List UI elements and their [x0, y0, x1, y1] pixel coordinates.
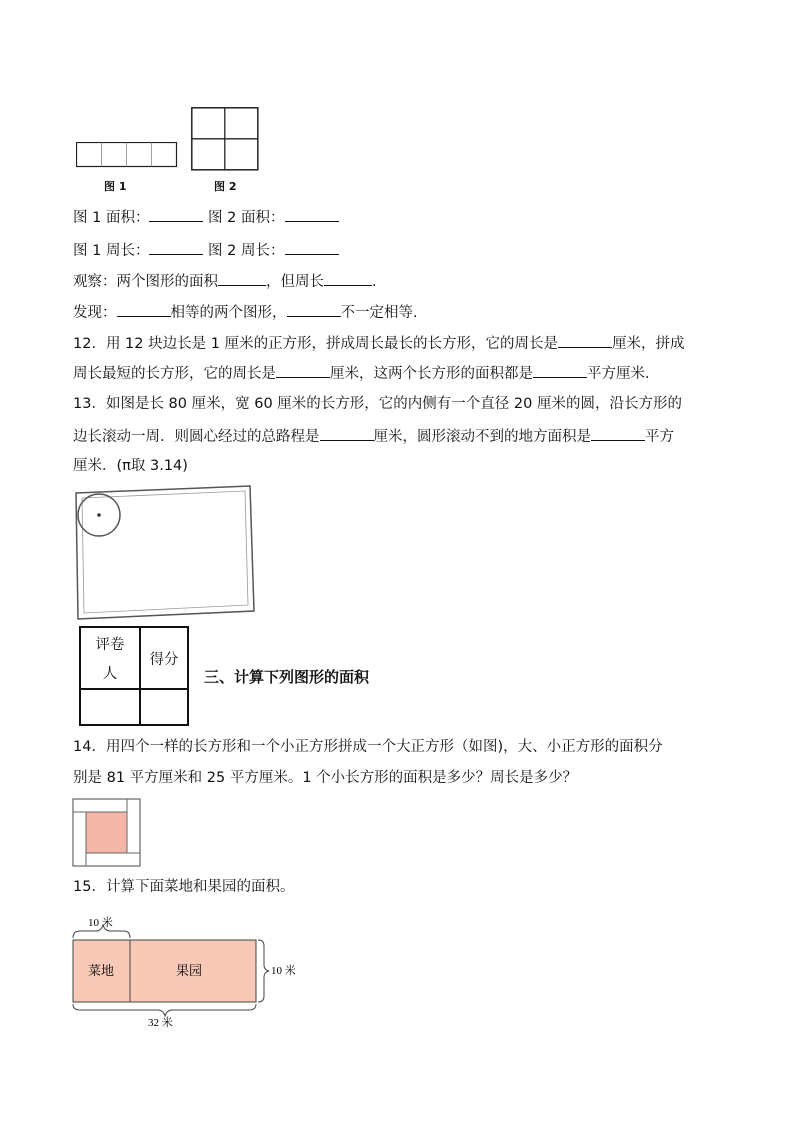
figure-2-caption: 图 2: [214, 180, 237, 193]
small-square: [86, 812, 127, 853]
q13-line-2: [73, 425, 674, 447]
q14-line-2: 别是 81 平方厘米和 25 平方厘米。1 个小长方形的面积是多少？周长是多少？: [73, 770, 578, 786]
fig2-area-label: 图 2 面积：: [203, 210, 285, 226]
fig1-area-blank[interactable]: [149, 206, 203, 222]
q12-blank-2[interactable]: [276, 362, 330, 378]
score-cell: [140, 627, 188, 689]
observe-blank-2[interactable]: [324, 270, 372, 286]
discover-text-2: 相等的两个图形，: [170, 305, 287, 321]
fig2-perimeter-label: 图 2 周长：: [203, 243, 285, 259]
label-bottom-32m: 32 米: [148, 1017, 173, 1028]
discover-blank-1[interactable]: [117, 301, 171, 317]
discover-text-3: 不一定相等.: [340, 305, 418, 321]
fig1-perimeter-blank[interactable]: [149, 239, 203, 255]
figure-2-square: [191, 107, 259, 171]
q13-text-2: 厘米，圆形滚动不到的地方面积是: [373, 429, 591, 445]
q13-blank-2[interactable]: [591, 425, 645, 441]
reviewer-input-cell[interactable]: [80, 689, 140, 725]
label-right-10m: 10 米: [271, 965, 296, 977]
observe-text-2: ，但周长: [266, 274, 324, 290]
observe-blank-1[interactable]: [218, 270, 266, 286]
figure-1-caption: 图 1: [104, 180, 127, 193]
figure-1-strip: [76, 142, 178, 168]
observe-text-1: 观察：两个图形的面积: [73, 274, 218, 290]
fig2-area-blank[interactable]: [285, 206, 339, 222]
q15-garden-figure: [66, 910, 312, 1028]
discover-text-1: 发现：: [73, 305, 117, 321]
q12-text-1: 12．用 12 块边长是 1 厘米的正方形，拼成周长最长的长方形，它的周长是: [73, 336, 559, 352]
q12-line-1: [73, 332, 685, 354]
label-top-10m: 10 米: [88, 917, 113, 929]
q12-blank-3[interactable]: [533, 362, 587, 378]
observe-text-3: .: [372, 274, 377, 290]
veg-label: 菜地: [88, 964, 115, 979]
q15-question: 15．计算下面菜地和果园的面积。: [73, 879, 295, 895]
fig1-perimeter-label: 图 1 周长：: [73, 243, 150, 259]
q11-area-line: [73, 206, 339, 228]
q12-text-2: 厘米，拼成: [612, 336, 685, 352]
q13-line-3: 厘米．(π取 3.14): [73, 458, 188, 474]
orchard-label: 果园: [176, 964, 203, 979]
reviewer-cell: [80, 627, 140, 689]
q11-perimeter-line: [73, 239, 339, 261]
q12-blank-1[interactable]: [558, 332, 612, 348]
q14-square-figure: [72, 798, 142, 868]
score-input-cell[interactable]: [140, 689, 188, 725]
q13-text-1: 边长滚动一周．则圆心经过的总路程是: [73, 429, 320, 445]
q13-text-3: 平方: [645, 429, 674, 445]
score-box: [79, 626, 189, 726]
fig1-area-label: 图 1 面积：: [73, 210, 150, 226]
q12-line-2: [73, 362, 650, 384]
circle-center-dot: [97, 513, 101, 517]
q14-line-1: 14．用四个一样的长方形和一个小正方形拼成一个大正方形（如图)，大、小正方形的面积分: [73, 739, 663, 755]
reviewer-label-2: 人: [102, 666, 118, 682]
reviewer-label-1: 评卷: [95, 637, 125, 653]
q11-observe-line: [73, 270, 377, 292]
fig2-perimeter-blank[interactable]: [285, 239, 339, 255]
score-label: 得分: [149, 651, 179, 668]
discover-blank-2[interactable]: [287, 301, 341, 317]
q12-text-3: 周长最短的长方形，它的周长是: [73, 366, 276, 382]
q13-line-1: 13．如图是长 80 厘米，宽 60 厘米的长方形，它的内侧有一个直径 20 厘米的圆，沿长方形的: [73, 396, 682, 412]
q11-discover-line: [73, 301, 418, 323]
section-title: 三、计算下列图形的面积: [204, 668, 370, 686]
q12-text-5: 平方厘米.: [587, 366, 650, 382]
q13-blank-1[interactable]: [320, 425, 374, 441]
q12-text-4: 厘米，这两个长方形的面积都是: [330, 366, 533, 382]
q13-rectangle-figure: [70, 483, 256, 623]
